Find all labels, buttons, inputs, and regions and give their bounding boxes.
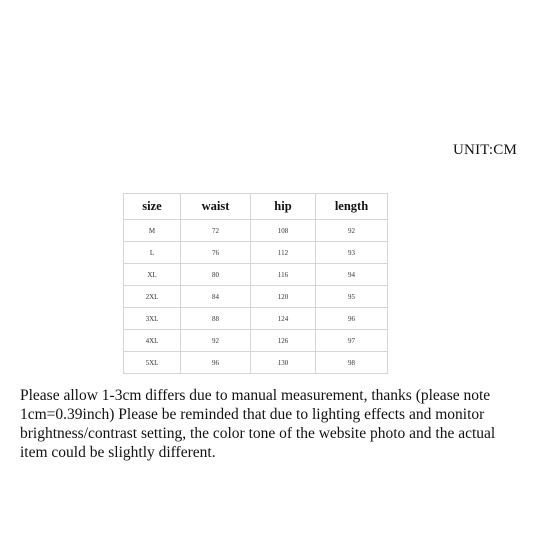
hip-cell: 112 [251,242,316,264]
table-row [124,330,388,352]
hip-cell: 124 [251,308,316,330]
column-header-length: length [316,194,388,220]
hip-cell: 116 [251,264,316,286]
hip-cell: 108 [251,220,316,242]
measurement-disclaimer: Please allow 1-3cm differs due to manual measurement, thanks (please note 1cm=0.39inch) Please be reminded that due to lighting effects and monitor brightness/contrast setting, the color tone of the website photo and the actual item could be slightly different. [20,387,496,461]
table-row [124,352,388,374]
waist-cell: 84 [181,286,251,308]
table-row [124,286,388,308]
length-cell: 93 [316,242,388,264]
length-cell: 94 [316,264,388,286]
size-cell: L [124,242,181,264]
table-row [124,264,388,286]
hip-cell: 126 [251,330,316,352]
length-cell: 98 [316,352,388,374]
size-chart-table [123,193,388,374]
size-cell: M [124,220,181,242]
waist-cell: 72 [181,220,251,242]
waist-cell: 76 [181,242,251,264]
length-cell: 95 [316,286,388,308]
waist-cell: 80 [181,264,251,286]
length-cell: 97 [316,330,388,352]
waist-cell: 96 [181,352,251,374]
size-cell: 5XL [124,352,181,374]
size-cell: XL [124,264,181,286]
size-cell: 3XL [124,308,181,330]
hip-cell: 130 [251,352,316,374]
table-row [124,308,388,330]
size-cell: 4XL [124,330,181,352]
column-header-waist: waist [181,194,251,220]
table-row [124,242,388,264]
unit-label: UNIT:CM [453,142,517,158]
length-cell: 92 [316,220,388,242]
size-cell: 2XL [124,286,181,308]
column-header-size: size [124,194,181,220]
table-row [124,220,388,242]
column-header-hip: hip [251,194,316,220]
waist-cell: 88 [181,308,251,330]
hip-cell: 120 [251,286,316,308]
waist-cell: 92 [181,330,251,352]
table-header-row [124,194,388,220]
length-cell: 96 [316,308,388,330]
